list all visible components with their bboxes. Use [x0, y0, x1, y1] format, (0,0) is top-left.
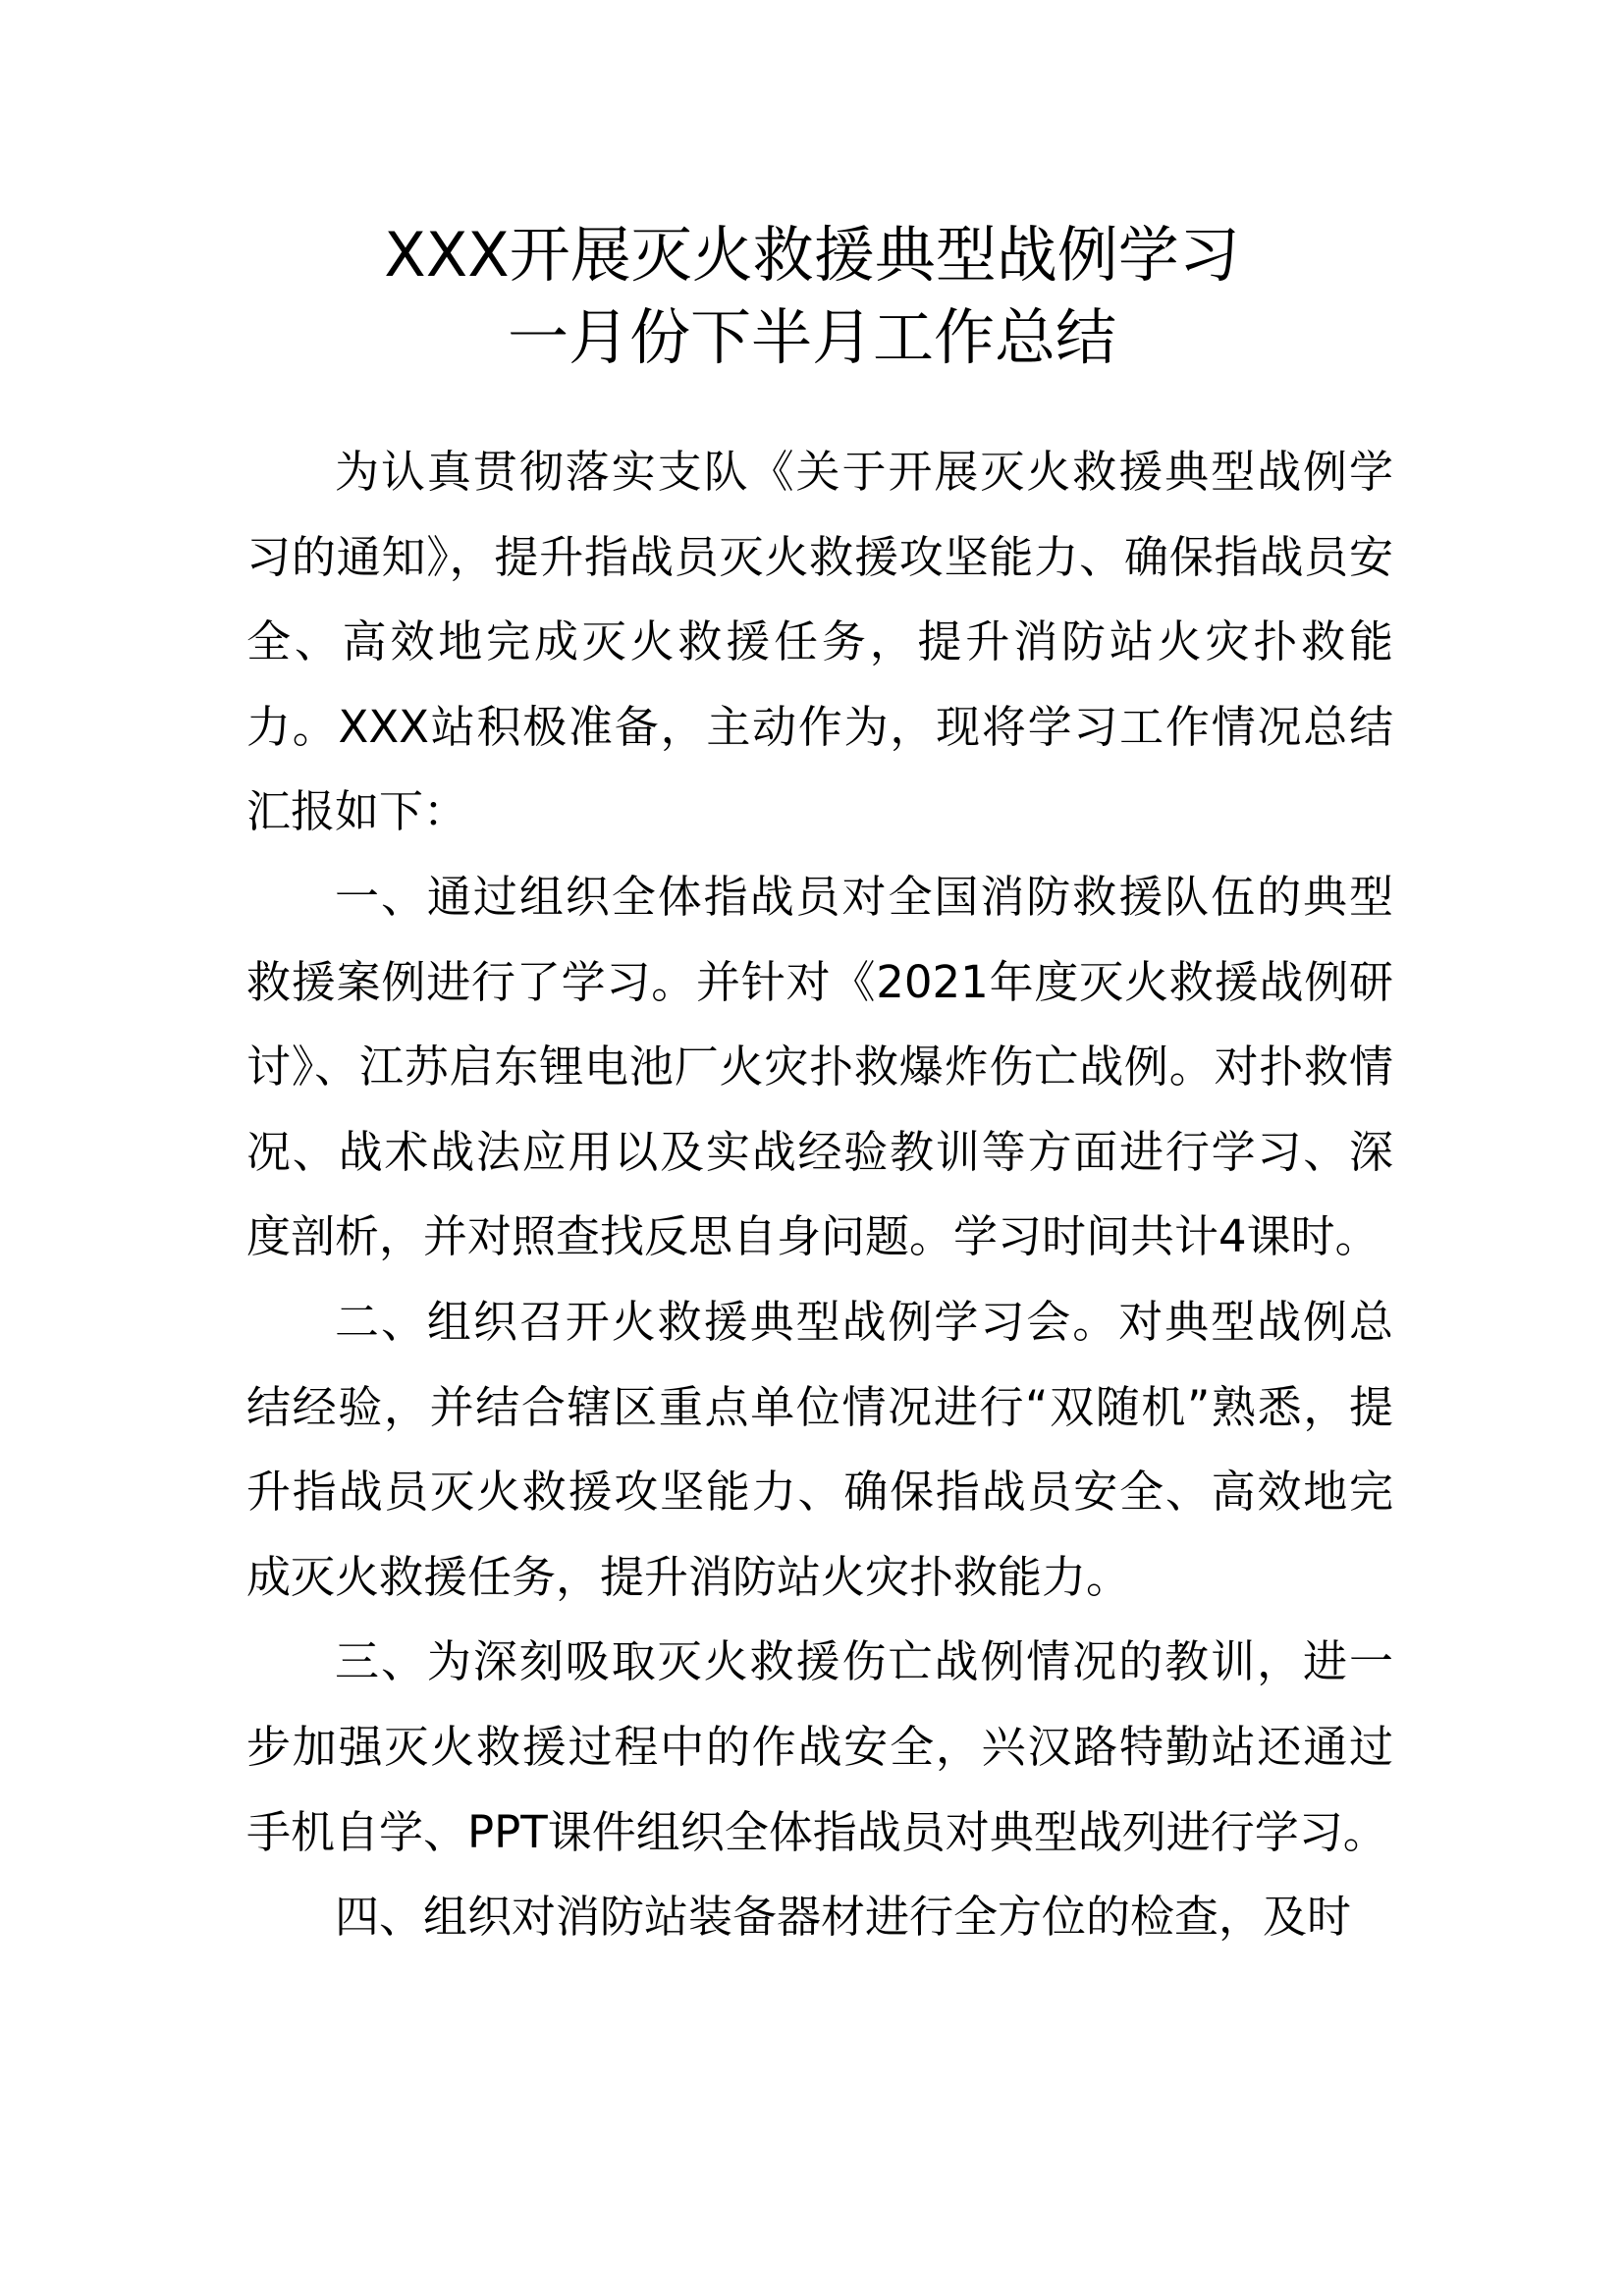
title-line-2: 一月份下半月工作总结 [507, 301, 1116, 373]
paragraph-item-3: 三、为深刻吸取灭火救援伤亡战例情况的教训，进一步加强灭火救援过程中的作战安全，兴汉路特勤站还通过手机自学、PPT课件组织全体指战员对典型战列进行学习。 [246, 1635, 1393, 1858]
paragraph-item-2: 二、组织召开火救援典型战例学习会。对典型战例总结经验，并结合辖区重点单位情况进行“双随机”熟悉，提升指战员灭火救援攻坚能力、确保指战员安全、高效地完成灭火救援任务，提升消防站火灾扑救能力。 [246, 1295, 1393, 1603]
title-line-1: XXX开展灭火救援典型战例学习 [384, 219, 1240, 291]
paragraph-item-4: 四、组织对消防站装备器材进行全方位的检查，及时 [335, 1891, 1352, 1944]
document-body [246, 430, 1393, 1960]
document-title [245, 214, 1379, 379]
paragraph-item-1: 一、通过组织全体指战员对全国消防救援队伍的典型救援案例进行了学习。并针对《2021年度灭火救援战例研讨》、江苏启东锂电池厂火灾扑救爆炸伤亡战例。对扑救情况、战术战法应用以及实战经验教训等方面进行学习、深度剖析，并对照查找反思自身问题。学习时间共计4课时。 [246, 870, 1393, 1263]
paragraph-intro: 为认真贯彻落实支队《关于开展灭火救援典型战例学习的通知》，提升指战员灭火救援攻坚能力、确保指战员安全、高效地完成灭火救援任务，提升消防站火灾扑救能力。XXX站积极准备，主动作为，现将学习工作情况总结汇报如下： [246, 446, 1393, 838]
